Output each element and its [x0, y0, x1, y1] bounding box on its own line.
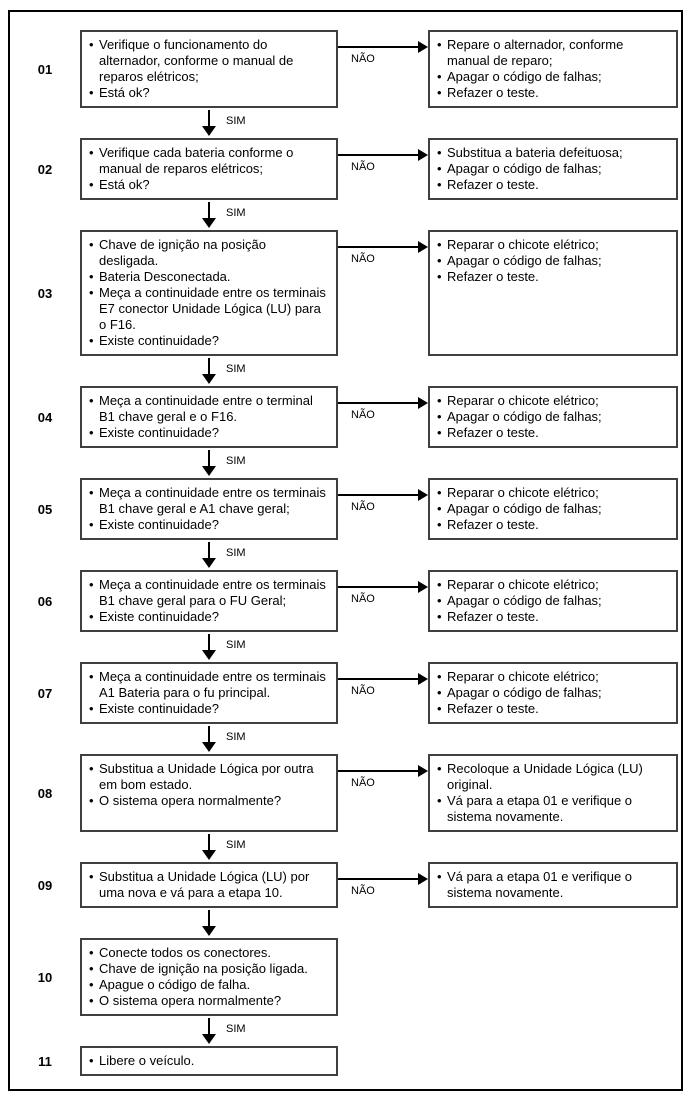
bullet-item: • Vá para a etapa 01 e verifique o sistema novamente.	[436, 793, 668, 825]
bullet-item: • Libere o veículo.	[88, 1053, 328, 1069]
bullet-item: • Apagar o código de falhas;	[436, 593, 668, 609]
down-arrow-line	[208, 450, 210, 466]
step-box	[80, 30, 338, 108]
down-connector	[10, 448, 681, 478]
no-arrow-label: NÃO	[351, 161, 375, 173]
bullet-item: • Conecte todos os conectores.	[88, 945, 328, 961]
no-arrow-label: NÃO	[351, 685, 375, 697]
down-arrowhead-icon	[202, 926, 216, 936]
bullet-item: • Substitua a bateria defeituosa;	[436, 145, 668, 161]
bullet-item: • Apague o código de falha.	[88, 977, 328, 993]
step-box-list	[88, 945, 328, 1009]
bullet-item: • Reparar o chicote elétrico;	[436, 577, 668, 593]
no-arrow	[338, 862, 428, 908]
bullet-item: • Apagar o código de falhas;	[436, 69, 668, 85]
no-arrow-label: NÃO	[351, 885, 375, 897]
down-arrow-line	[208, 634, 210, 650]
no-arrow-label: NÃO	[351, 593, 375, 605]
bullet-item: • Apagar o código de falhas;	[436, 685, 668, 701]
no-arrow-line	[338, 246, 419, 248]
down-arrowhead-icon	[202, 650, 216, 660]
down-arrow-label: SIM	[226, 207, 246, 219]
down-connector	[10, 356, 681, 386]
down-connector	[10, 832, 681, 862]
down-arrowhead-icon	[202, 850, 216, 860]
flow-step-row	[10, 138, 681, 200]
no-arrow-label: NÃO	[351, 253, 375, 265]
step-box-list	[88, 1053, 328, 1069]
step-number: 10	[37, 969, 53, 985]
step-number: 05	[37, 501, 53, 517]
bullet-item: • Reparar o chicote elétrico;	[436, 485, 668, 501]
flow-step-row	[10, 662, 681, 724]
bullet-item: • Existe continuidade?	[88, 425, 328, 441]
right-arrowhead-icon	[418, 873, 428, 885]
right-arrowhead-icon	[418, 765, 428, 777]
step-box-list	[88, 145, 328, 193]
no-box	[428, 386, 678, 448]
no-box	[428, 230, 678, 356]
no-box-list	[436, 393, 668, 441]
no-box	[428, 138, 678, 200]
no-arrow	[338, 386, 428, 448]
no-arrow-line	[338, 494, 419, 496]
bullet-item: • Refazer o teste.	[436, 425, 668, 441]
flow-step-row	[10, 30, 681, 108]
down-arrow-line	[208, 1018, 210, 1034]
no-box-list	[436, 145, 668, 193]
down-arrowhead-icon	[202, 218, 216, 228]
right-arrowhead-icon	[418, 149, 428, 161]
bullet-item: • Meça a continuidade entre os terminais E7 conector Unidade Lógica (LU) para o F16.	[88, 285, 328, 333]
down-connector	[10, 908, 681, 938]
no-box-list	[436, 37, 668, 101]
no-box-list	[436, 761, 668, 825]
down-connector	[10, 724, 681, 754]
step-number: 11	[38, 1053, 52, 1069]
step-box	[80, 386, 338, 448]
no-box-list	[436, 869, 668, 901]
no-arrow	[338, 230, 428, 356]
bullet-item: • Apagar o código de falhas;	[436, 161, 668, 177]
no-box	[428, 754, 678, 832]
down-arrow-line	[208, 358, 210, 374]
no-arrow	[338, 30, 428, 108]
down-arrow-line	[208, 110, 210, 126]
flow-step-row	[10, 230, 681, 356]
no-box	[428, 570, 678, 632]
right-arrowhead-icon	[418, 41, 428, 53]
no-arrow-line	[338, 46, 419, 48]
down-arrowhead-icon	[202, 126, 216, 136]
flow-step-row	[10, 938, 681, 1016]
page-frame	[8, 10, 683, 1091]
bullet-item: • Existe continuidade?	[88, 517, 328, 533]
no-arrow	[338, 138, 428, 200]
flowchart	[10, 12, 681, 1076]
bullet-item: • Está ok?	[88, 85, 328, 101]
step-number: 07	[37, 685, 53, 701]
down-arrow-label: SIM	[226, 363, 246, 375]
no-arrow-label: NÃO	[351, 777, 375, 789]
no-box	[428, 30, 678, 108]
no-arrow-line	[338, 678, 419, 680]
no-arrow-label: NÃO	[351, 53, 375, 65]
no-arrow	[338, 662, 428, 724]
down-connector	[10, 1016, 681, 1046]
flow-step-row	[10, 754, 681, 832]
no-arrow-line	[338, 586, 419, 588]
right-arrowhead-icon	[418, 673, 428, 685]
down-arrow-label: SIM	[226, 731, 246, 743]
right-arrowhead-icon	[418, 241, 428, 253]
down-arrow-line	[208, 910, 210, 926]
bullet-item: • Refazer o teste.	[436, 269, 668, 285]
down-arrowhead-icon	[202, 742, 216, 752]
down-connector	[10, 200, 681, 230]
down-arrow-label: SIM	[226, 1023, 246, 1035]
step-number: 06	[37, 593, 53, 609]
bullet-item: • Recoloque a Unidade Lógica (LU) original.	[436, 761, 668, 793]
bullet-item: • Bateria Desconectada.	[88, 269, 328, 285]
right-arrowhead-icon	[418, 581, 428, 593]
right-arrowhead-icon	[418, 489, 428, 501]
no-box	[428, 862, 678, 908]
down-arrow-label: SIM	[226, 547, 246, 559]
step-number: 02	[37, 161, 53, 177]
bullet-item: • Reparar o chicote elétrico;	[436, 237, 668, 253]
step-number: 09	[37, 877, 53, 893]
step-number: 01	[37, 61, 53, 77]
bullet-item: • O sistema opera normalmente?	[88, 793, 328, 809]
down-arrow-line	[208, 202, 210, 218]
bullet-item: • Verifique cada bateria conforme o manual de reparos elétricos;	[88, 145, 328, 177]
bullet-item: • Está ok?	[88, 177, 328, 193]
down-arrowhead-icon	[202, 466, 216, 476]
bullet-item: • Apagar o código de falhas;	[436, 409, 668, 425]
no-arrow-line	[338, 154, 419, 156]
bullet-item: • Reparar o chicote elétrico;	[436, 669, 668, 685]
bullet-item: • Refazer o teste.	[436, 85, 668, 101]
bullet-item: • Vá para a etapa 01 e verifique o sistema novamente.	[436, 869, 668, 901]
step-box	[80, 662, 338, 724]
down-arrow-label: SIM	[226, 839, 246, 851]
bullet-item: • Apagar o código de falhas;	[436, 253, 668, 269]
step-box	[80, 138, 338, 200]
step-box	[80, 938, 338, 1016]
no-arrow-line	[338, 878, 419, 880]
right-arrowhead-icon	[418, 397, 428, 409]
bullet-item: • Verifique o funcionamento do alternador, conforme o manual de reparos elétricos;	[88, 37, 328, 85]
bullet-item: • Meça a continuidade entre os terminais B1 chave geral e A1 chave geral;	[88, 485, 328, 517]
step-box-list	[88, 761, 328, 809]
no-arrow	[338, 478, 428, 540]
bullet-item: • Existe continuidade?	[88, 609, 328, 625]
flow-step-row	[10, 570, 681, 632]
down-arrowhead-icon	[202, 558, 216, 568]
bullet-item: • Meça a continuidade entre os terminais A1 Bateria para o fu principal.	[88, 669, 328, 701]
step-box	[80, 478, 338, 540]
bullet-item: • Existe continuidade?	[88, 333, 328, 349]
no-box	[428, 478, 678, 540]
step-box-list	[88, 393, 328, 441]
bullet-item: • Meça a continuidade entre o terminal B1 chave geral e o F16.	[88, 393, 328, 425]
bullet-item: • Chave de ignição na posição desligada.	[88, 237, 328, 269]
flow-step-row	[10, 386, 681, 448]
bullet-item: • Existe continuidade?	[88, 701, 328, 717]
no-box	[428, 662, 678, 724]
flow-step-row	[10, 478, 681, 540]
down-connector	[10, 540, 681, 570]
down-connector	[10, 632, 681, 662]
down-arrow-line	[208, 542, 210, 558]
down-connector	[10, 108, 681, 138]
step-box-list	[88, 485, 328, 533]
step-box-list	[88, 237, 328, 349]
bullet-item: • Chave de ignição na posição ligada.	[88, 961, 328, 977]
step-box	[80, 1046, 338, 1076]
flow-step-row	[10, 862, 681, 908]
down-arrowhead-icon	[202, 374, 216, 384]
step-number: 04	[37, 409, 53, 425]
step-box-list	[88, 869, 328, 901]
bullet-item: • Refazer o teste.	[436, 517, 668, 533]
no-box-list	[436, 237, 668, 285]
step-box	[80, 230, 338, 356]
down-arrow-label: SIM	[226, 455, 246, 467]
step-box	[80, 570, 338, 632]
bullet-item: • Reparar o chicote elétrico;	[436, 393, 668, 409]
no-arrow	[338, 570, 428, 632]
step-number: 03	[37, 285, 53, 301]
bullet-item: • O sistema opera normalmente?	[88, 993, 328, 1009]
no-box-list	[436, 669, 668, 717]
down-arrow-label: SIM	[226, 639, 246, 651]
bullet-item: • Substitua a Unidade Lógica por outra em bom estado.	[88, 761, 328, 793]
bullet-item: • Substitua a Unidade Lógica (LU) por uma nova e vá para a etapa 10.	[88, 869, 328, 901]
step-box-list	[88, 577, 328, 625]
down-arrow-line	[208, 834, 210, 850]
bullet-item: • Refazer o teste.	[436, 177, 668, 193]
no-arrow-label: NÃO	[351, 501, 375, 513]
bullet-item: • Refazer o teste.	[436, 701, 668, 717]
no-arrow-line	[338, 402, 419, 404]
step-box-list	[88, 669, 328, 717]
no-box-list	[436, 577, 668, 625]
bullet-item: • Repare o alternador, conforme manual de reparo;	[436, 37, 668, 69]
no-arrow-label: NÃO	[351, 409, 375, 421]
down-arrow-label: SIM	[226, 115, 246, 127]
step-box	[80, 754, 338, 832]
bullet-item: • Meça a continuidade entre os terminais B1 chave geral para o FU Geral;	[88, 577, 328, 609]
step-box-list	[88, 37, 328, 101]
bullet-item: • Refazer o teste.	[436, 609, 668, 625]
flow-step-row	[10, 1046, 681, 1076]
no-arrow	[338, 754, 428, 832]
down-arrow-line	[208, 726, 210, 742]
no-box-list	[436, 485, 668, 533]
step-box	[80, 862, 338, 908]
no-arrow-line	[338, 770, 419, 772]
step-number: 08	[37, 785, 53, 801]
down-arrowhead-icon	[202, 1034, 216, 1044]
bullet-item: • Apagar o código de falhas;	[436, 501, 668, 517]
